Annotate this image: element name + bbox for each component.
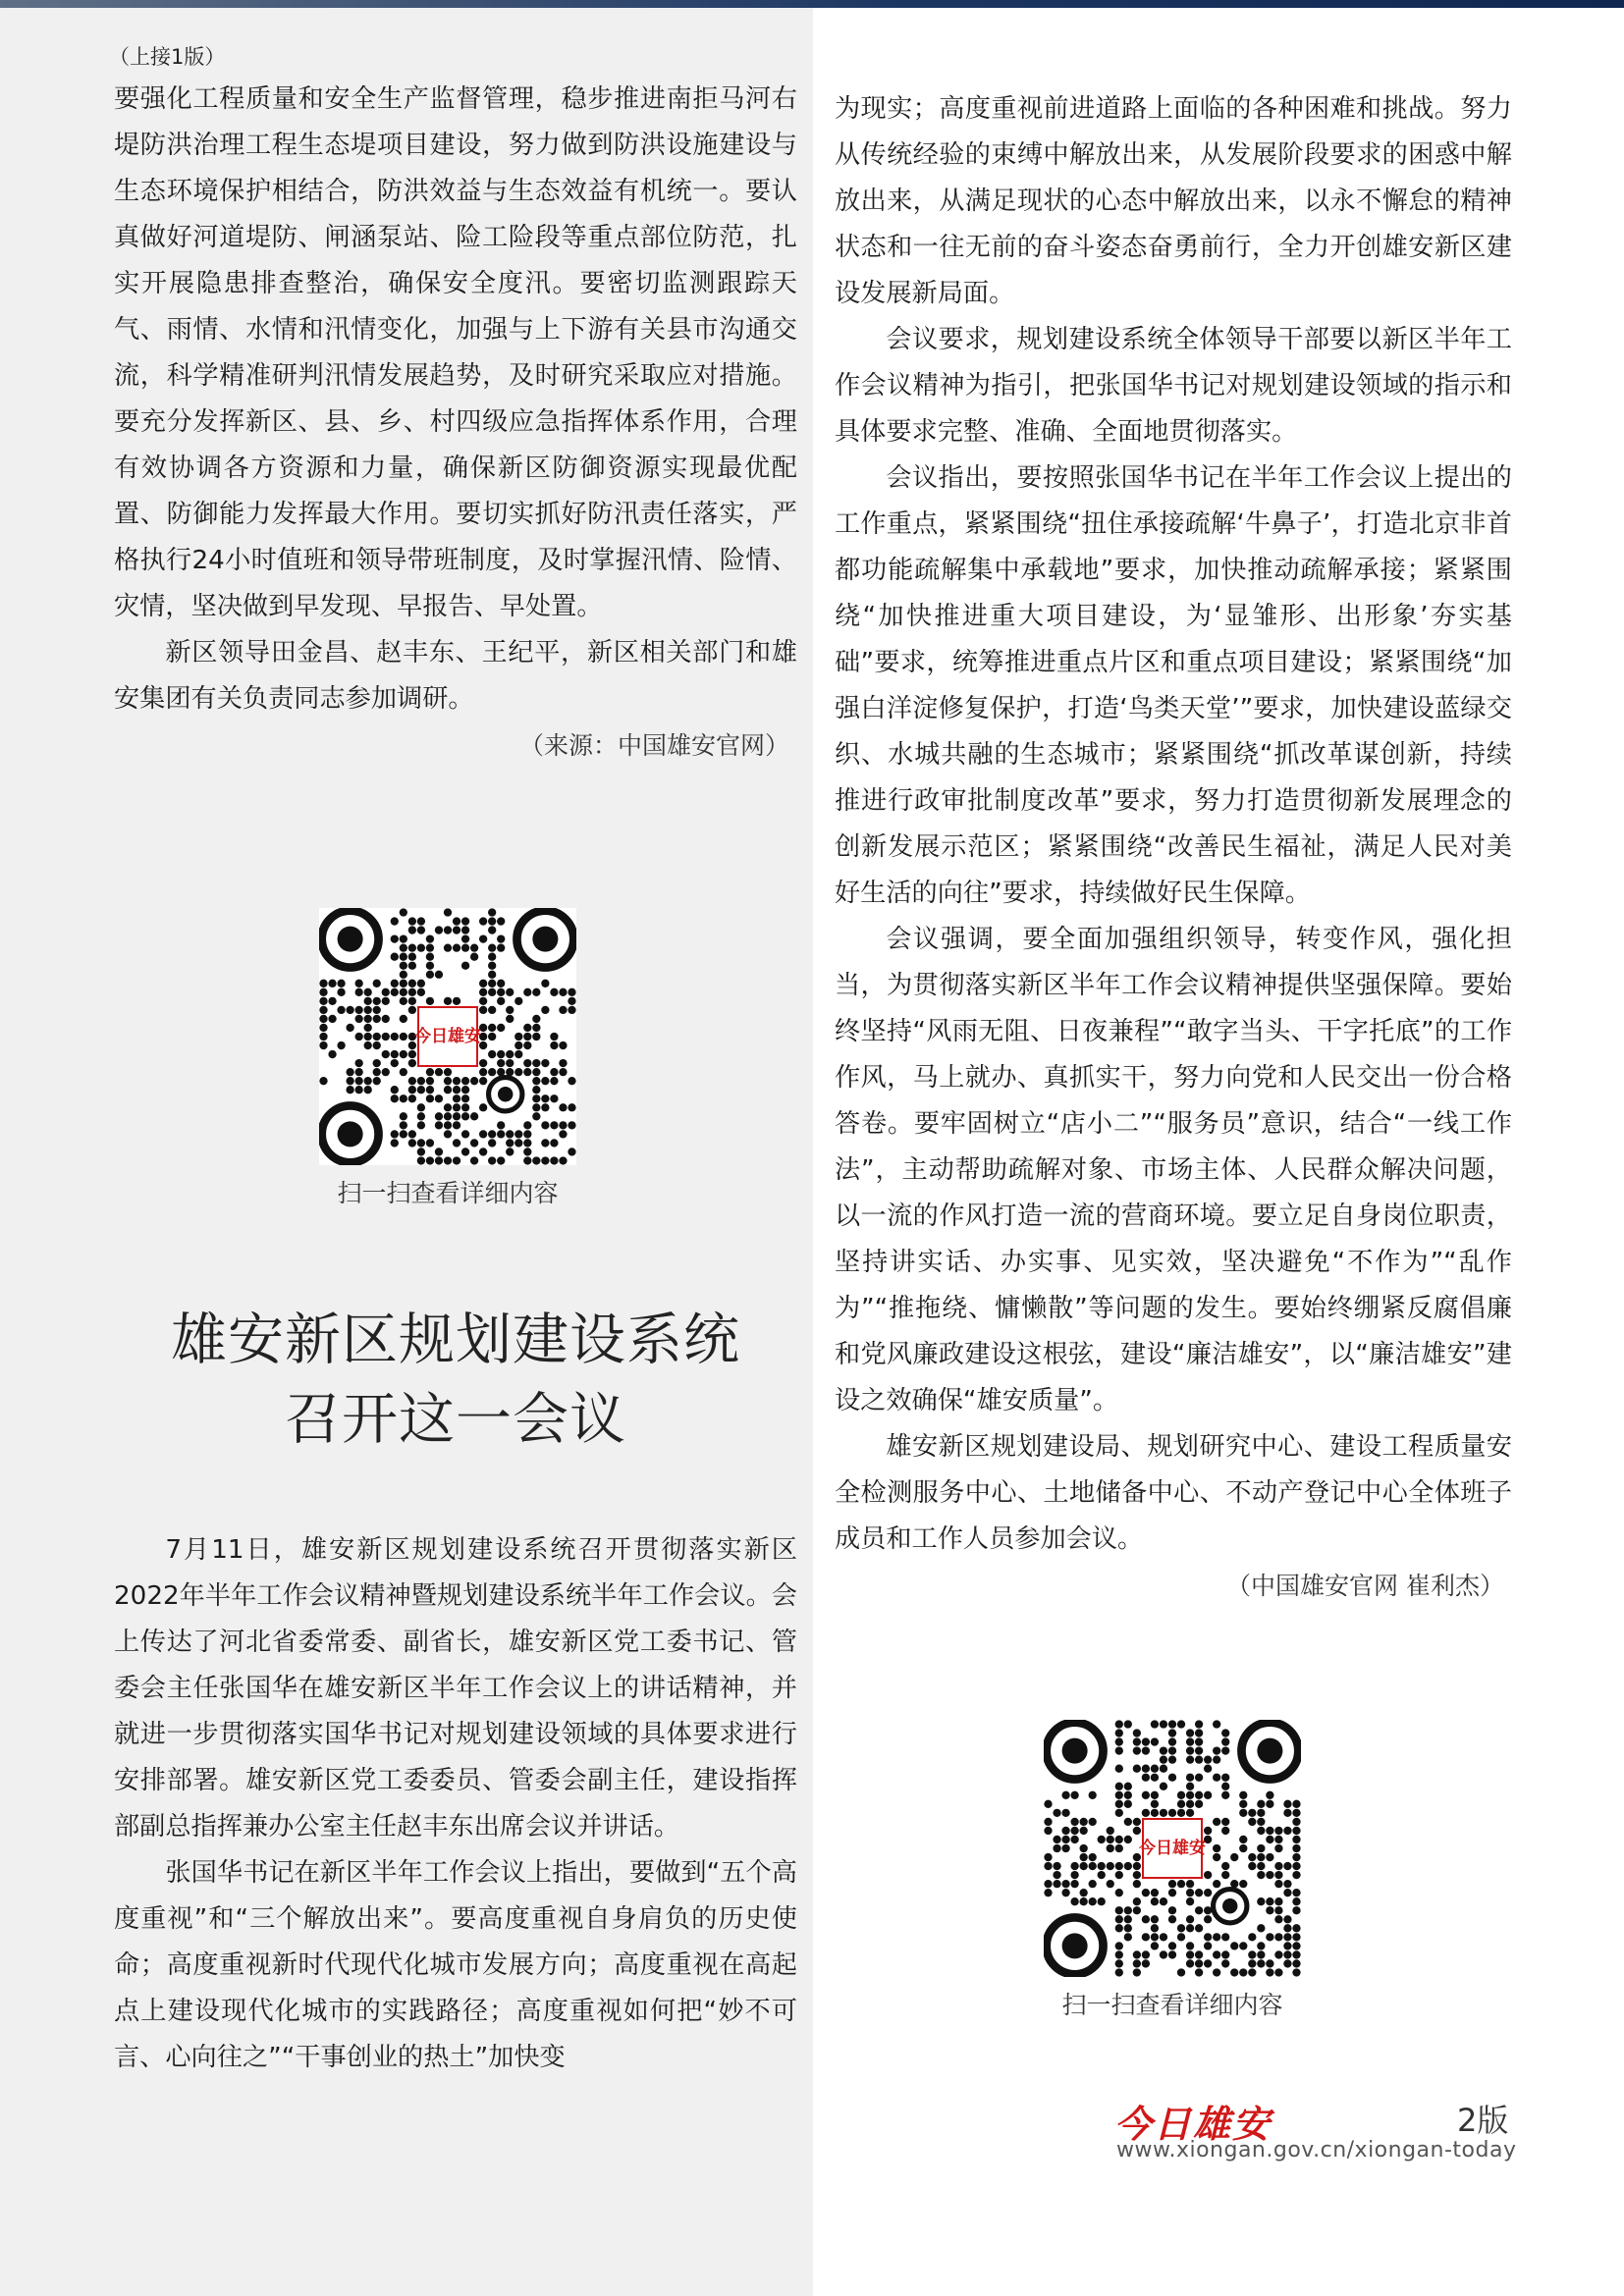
page-number: 2版 — [1457, 2102, 1509, 2139]
headline-line: 召开这一会议 — [285, 1387, 626, 1452]
qr-code-icon[interactable] — [319, 908, 576, 1165]
qr-code-icon[interactable] — [1044, 1720, 1301, 1977]
left-column — [109, 37, 797, 769]
qr-caption: 扫一扫查看详细内容 — [1061, 1991, 1283, 2019]
article2-paragraph: 7月11日，雄安新区规划建设系统召开贯彻落实新区2022年半年工作会议精神暨规划建设系统半年工作会议。会上传达了河北省委常委、副省长，雄安新区党工委书记、管委会主任张国华在雄安新区半年工作会议上的讲话精神，并就进一步贯彻落实国华书记对规划建设领域的具体要求进行安排部署。雄安新区党工委委员、管委会副主任，建设指挥部副总指挥兼办公室主任赵丰东出席会议并讲话。 — [114, 1535, 797, 1842]
article2-headline — [84, 1301, 827, 1460]
article1-paragraph: 新区领导田金昌、赵丰东、王纪平，新区相关部门和雄安集团有关负责同志参加调研。 — [114, 638, 797, 714]
article2-paragraph: 会议指出，要按照张国华书记在半年工作会议上提出的工作重点，紧紧围绕“扭住承接疏解‘牛鼻子’，打造北京非首都功能疏解集中承载地”要求，加快推动疏解承接；紧紧围绕“加快推进重大项目建设，为‘显雏形、出形象’夯实基础”要求，统筹推进重点片区和重点项目建设；紧紧围绕“加强白洋淀修复保护，打造‘鸟类天堂’”要求，加快建设蓝绿交织、水城共融的生态城市；紧紧围绕“抓改革谋创新，持续推进行政审批制度改革”要求，努力打造贯彻新发展理念的创新发展示范区；紧紧围绕“改善民生福祉，满足人民对美好生活的向往”要求，持续做好民生保障。 — [835, 463, 1512, 908]
article2-paragraph: 张国华书记在新区半年工作会议上指出，要做到“五个高度重视”和“三个解放出来”。要高度重视自身肩负的历史使命；高度重视新时代现代化城市发展方向；高度重视在高起点上建设现代化城市的实践路径；高度重视如何把“妙不可言、心向往之”“干事创业的热土”加快变 — [114, 1858, 797, 2072]
footer-url[interactable]: www.xiongan.gov.cn/xiongan-today — [1116, 2138, 1517, 2163]
continued-from-note: （上接1版） — [109, 45, 226, 69]
qr-logo-text: 今日雄安 — [414, 1027, 481, 1046]
top-accent-bar — [0, 0, 1624, 8]
article2-left — [114, 1527, 797, 2081]
article2-source: （中国雄安官网 崔利杰） — [1226, 1572, 1504, 1600]
qr-block — [319, 908, 576, 1210]
article1-paragraph: 要强化工程质量和安全生产监督管理，稳步推进南拒马河右堤防洪治理工程生态堤项目建设，努力做到防洪设施建设与生态环境保护相结合，防洪效益与生态效益有机统一。要认真做好河道堤防、闸涵泵站、险工险段等重点部位防范，扎实开展隐患排查整治，确保安全度汛。要密切监测跟踪天气、雨情、水情和汛情变化，加强与上下游有关县市沟通交流，科学精准研判汛情发展趋势，及时研究采取应对措施。要充分发挥新区、县、乡、村四级应急指挥体系作用，合理有效协调各方资源和力量，确保新区防御资源实现最优配置、防御能力发挥最大作用。要切实抓好防汛责任落实，严格执行24小时值班和领导带班制度，及时掌握汛情、险情、灾情，坚决做到早发现、早报告、早处置。 — [114, 84, 797, 621]
qr-logo-text: 今日雄安 — [1139, 1839, 1206, 1858]
headline-line: 雄安新区规划建设系统 — [171, 1308, 740, 1372]
article2-paragraph: 会议强调，要全面加强组织领导，转变作风，强化担当，为贯彻落实新区半年工作会议精神提供坚强保障。要始终坚持“风雨无阻、日夜兼程”“敢字当头、干字托底”的工作作风，马上就办、真抓实干，努力向党和人民交出一份合格答卷。要牢固树立“店小二”“服务员”意识，结合“一线工作法”，主动帮助疏解对象、市场主体、人民群众解决问题，以一流的作风打造一流的营商环境。要立足自身岗位职责，坚持讲实话、办实事、见实效，坚决避免“不作为”“乱作为”“推拖绕、慵懒散”等问题的发生。要始终绷紧反腐倡廉和党风廉政建设这根弦，建设“廉洁雄安”，以“廉洁雄安”建设之效确保“雄安质量”。 — [835, 925, 1512, 1415]
masthead-logo: 今日雄安 — [1114, 2102, 1272, 2146]
qr-caption: 扫一扫查看详细内容 — [337, 1179, 559, 1207]
article1-source: （来源：中国雄安官网） — [518, 731, 789, 760]
article2-paragraph: 为现实；高度重视前进道路上面临的各种困难和挑战。努力从传统经验的束缚中解放出来，从发展阶段要求的困惑中解放出来，从满足现状的心态中解放出来，以永不懈怠的精神状态和一往无前的奋斗姿态奋勇前行，全力开创雄安新区建设发展新局面。 — [835, 94, 1512, 308]
right-column — [835, 86, 1512, 1609]
qr-block — [1044, 1720, 1301, 2022]
article2-paragraph: 会议要求，规划建设系统全体领导干部要以新区半年工作会议精神为指引，把张国华书记对规划建设领域的指示和具体要求完整、准确、全面地贯彻落实。 — [835, 325, 1512, 447]
article2-paragraph: 雄安新区规划建设局、规划研究中心、建设工程质量安全检测服务中心、土地储备中心、不动产登记中心全体班子成员和工作人员参加会议。 — [835, 1432, 1512, 1554]
